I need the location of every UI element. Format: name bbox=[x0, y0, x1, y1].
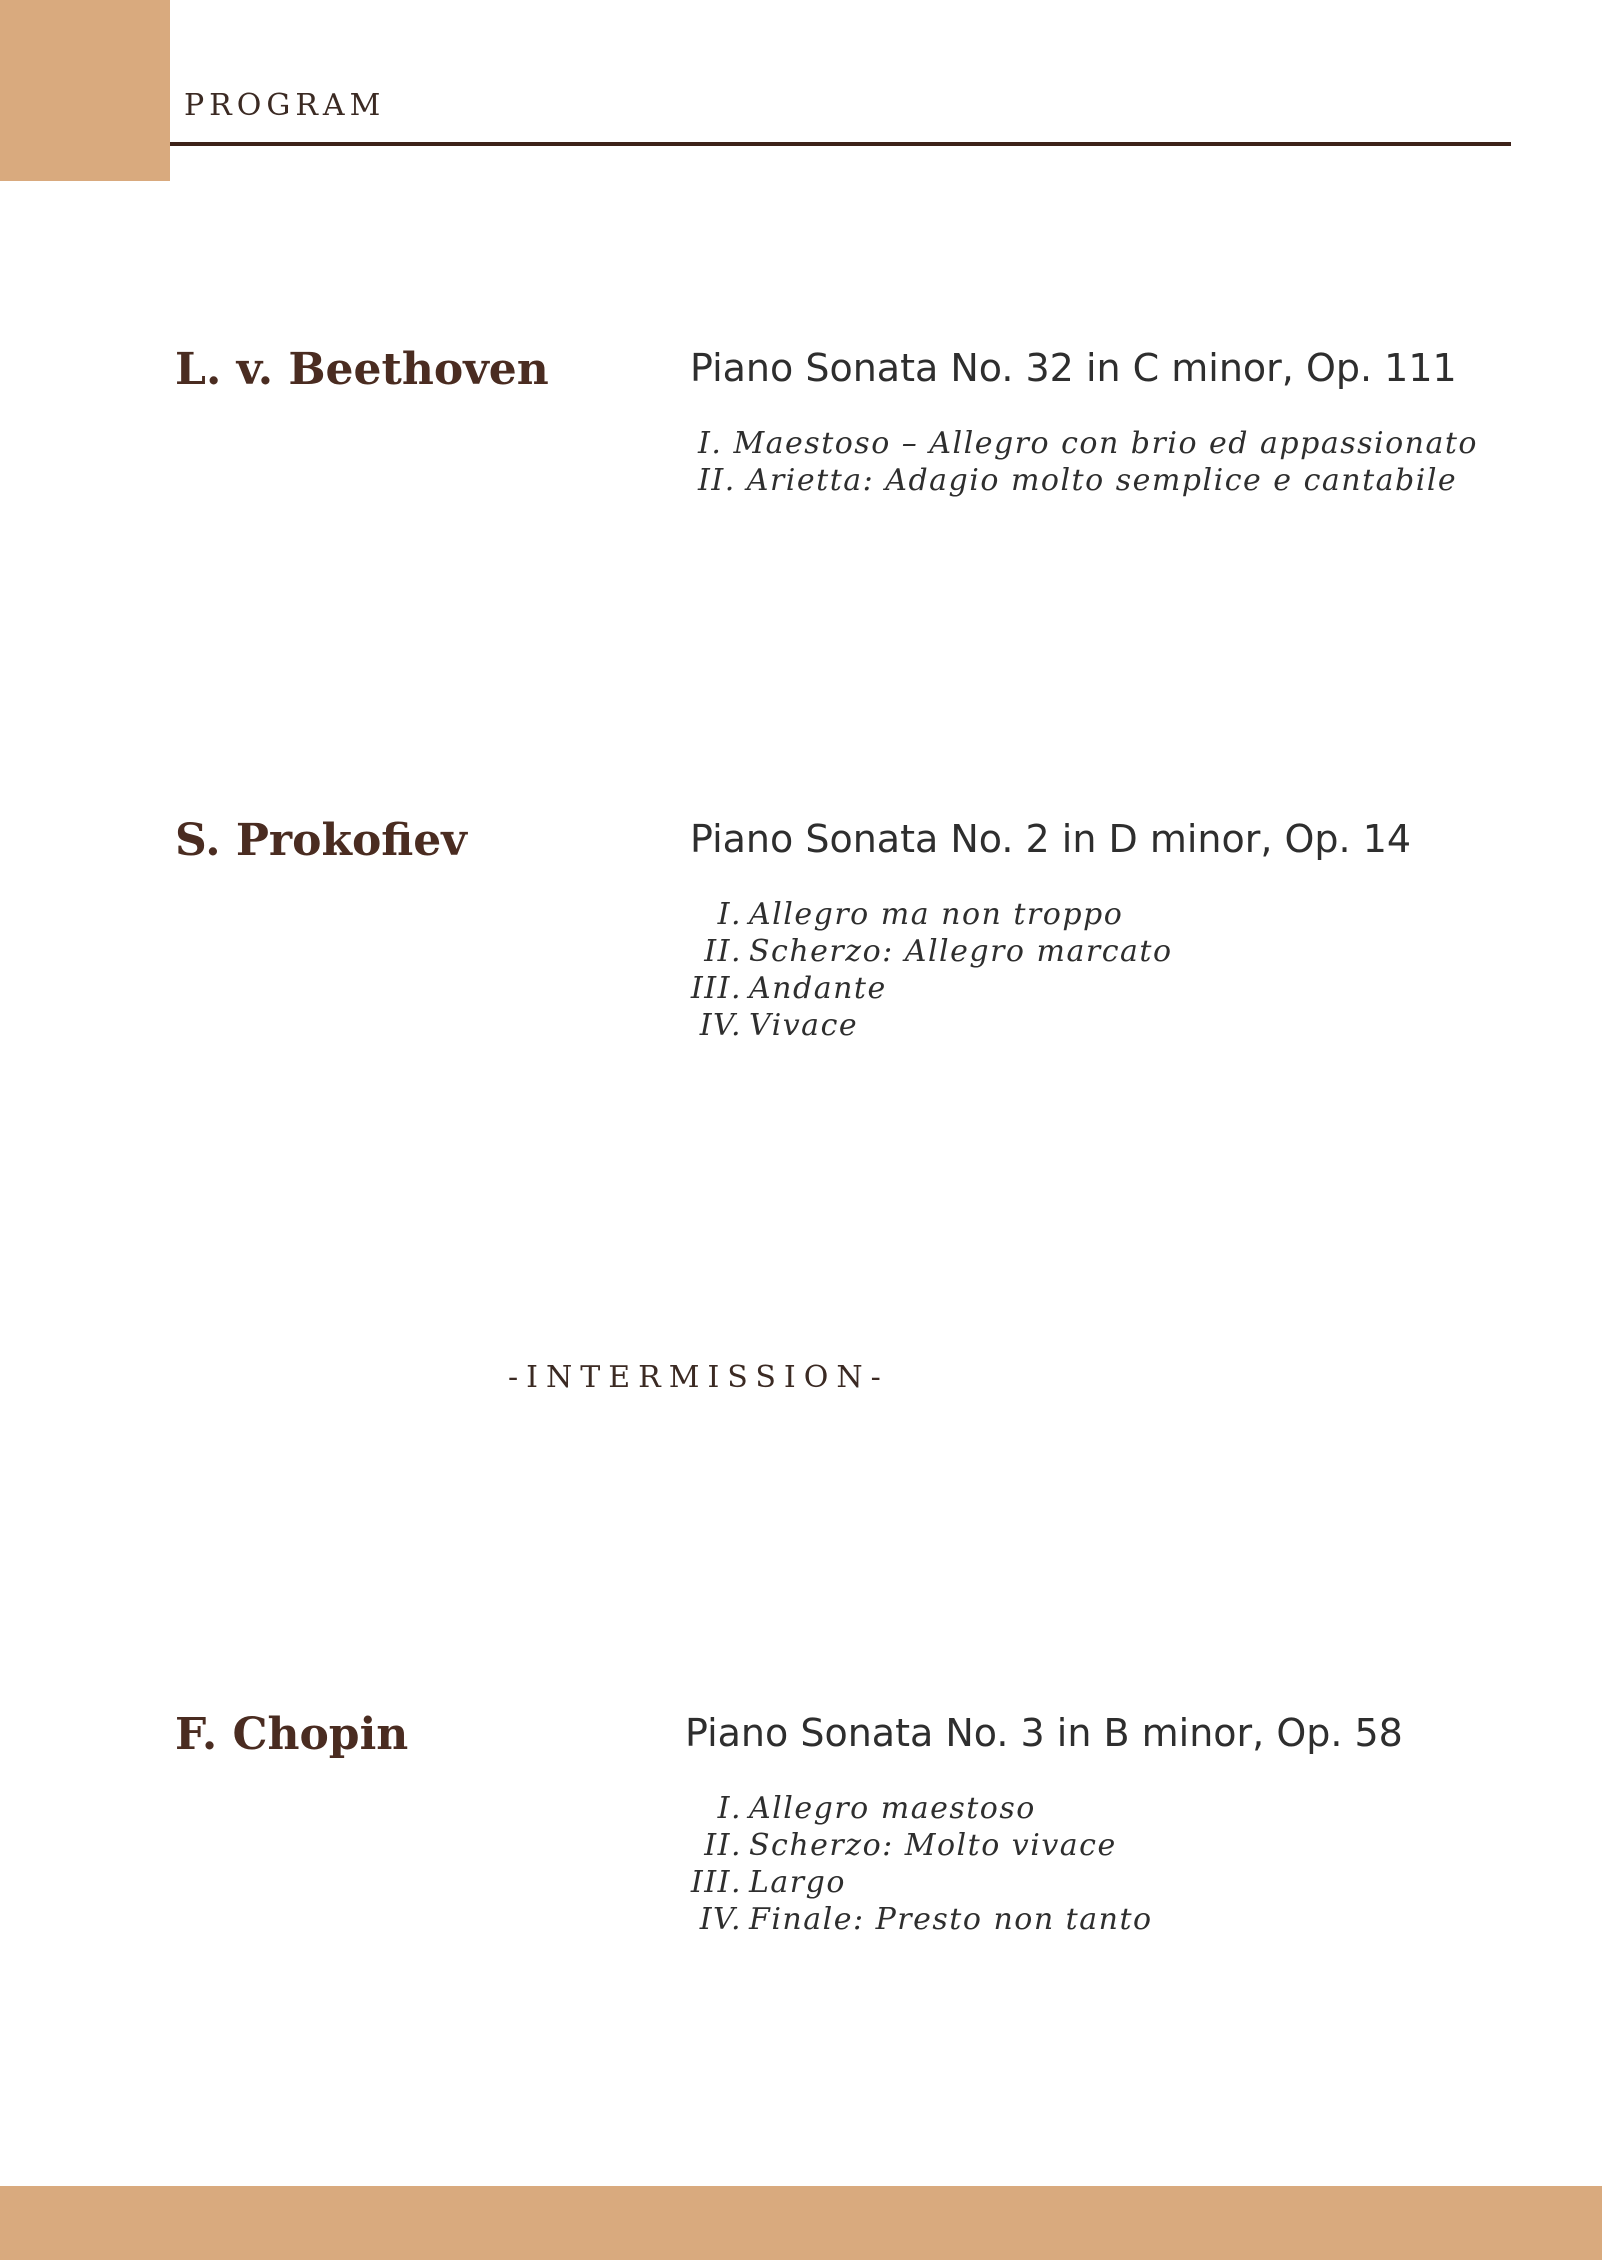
movement-number: III. bbox=[690, 1865, 742, 1900]
movement-number: I. bbox=[717, 1791, 742, 1826]
movement-item bbox=[692, 1007, 1252, 1044]
work-title-prokofiev: Piano Sonata No. 2 in D minor, Op. 14 bbox=[690, 817, 1412, 861]
header-divider bbox=[170, 142, 1511, 146]
movement-title: Scherzo: Allegro marcato bbox=[749, 934, 1173, 969]
movement-number: I. bbox=[698, 426, 723, 461]
movement-title: Maestoso – Allegro con brio ed appassionato bbox=[733, 426, 1478, 461]
movement-item bbox=[692, 970, 1252, 1007]
movement-title: Allegro maestoso bbox=[749, 1791, 1036, 1826]
movement-item bbox=[692, 933, 1252, 970]
movement-list-prokofiev bbox=[692, 896, 1252, 1044]
intermission-label: -INTERMISSION- bbox=[508, 1360, 889, 1395]
composer-name-beethoven: L. v. Beethoven bbox=[175, 344, 549, 395]
movement-number: IV. bbox=[699, 1008, 742, 1043]
movement-title: Finale: Presto non tanto bbox=[749, 1902, 1153, 1937]
work-title-chopin: Piano Sonata No. 3 in B minor, Op. 58 bbox=[685, 1711, 1403, 1755]
movement-number: IV. bbox=[699, 1902, 742, 1937]
movement-number: II. bbox=[704, 934, 742, 969]
movement-number: II. bbox=[698, 463, 736, 498]
movement-item bbox=[692, 1901, 1252, 1938]
work-title-beethoven: Piano Sonata No. 32 in C minor, Op. 111 bbox=[690, 346, 1457, 390]
movement-number: I. bbox=[717, 897, 742, 932]
composer-name-prokofiev: S. Prokofiev bbox=[175, 815, 467, 866]
movement-list-beethoven bbox=[698, 425, 1478, 499]
movement-title: Arietta: Adagio molto semplice e cantabile bbox=[746, 463, 1458, 498]
movement-item bbox=[692, 1864, 1252, 1901]
movement-title: Vivace bbox=[749, 1008, 859, 1043]
composer-name-chopin: F. Chopin bbox=[175, 1709, 409, 1760]
movement-title: Largo bbox=[749, 1865, 846, 1900]
movement-item bbox=[698, 425, 1478, 462]
page-header-label: PROGRAM bbox=[184, 88, 386, 123]
movement-title: Scherzo: Molto vivace bbox=[749, 1828, 1117, 1863]
corner-accent-block bbox=[0, 0, 170, 181]
movement-title: Andante bbox=[749, 971, 887, 1006]
movement-item bbox=[692, 1827, 1252, 1864]
movement-number: III. bbox=[690, 971, 742, 1006]
movement-item bbox=[692, 1790, 1252, 1827]
movement-number: II. bbox=[704, 1828, 742, 1863]
movement-title: Allegro ma non troppo bbox=[749, 897, 1124, 932]
movement-list-chopin bbox=[692, 1790, 1252, 1938]
movement-item bbox=[692, 896, 1252, 933]
footer-accent-band bbox=[0, 2186, 1602, 2260]
movement-item bbox=[698, 462, 1478, 499]
